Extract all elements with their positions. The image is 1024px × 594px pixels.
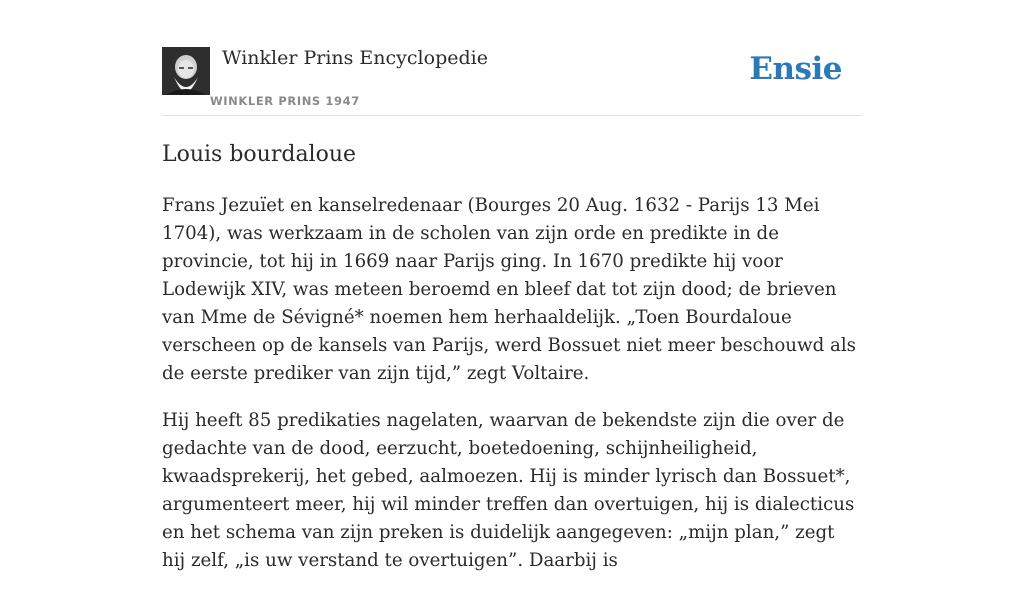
author-avatar[interactable] bbox=[162, 47, 210, 95]
portrait-icon bbox=[162, 47, 210, 95]
article-paragraph-2: Hij heeft 85 predikaties nagelaten, waarvan de bekendste zijn die over de gedachte van de dood, eerzucht, boetedoening, schijnheiligheid, kwaadsprekerij, het gebed, aalmoezen. Hij is minder lyrisch dan Bossuet*, argumenteert meer, hij wil minder treffen dan overtuigen, hij is dialecticus en het schema van zijn preken is duidelijk aangegeven: „mijn plan,” zegt hij zelf, „is uw verstand te overtuigen”. Daarbij is bbox=[162, 410, 855, 571]
article-body bbox=[162, 192, 862, 594]
article-title: Louis bourdaloue bbox=[162, 142, 357, 167]
content-container bbox=[162, 0, 862, 571]
site-title[interactable]: Winkler Prins Encyclopedie bbox=[222, 47, 488, 69]
source-subtitle: WINKLER PRINS 1947 bbox=[210, 94, 360, 108]
site-header bbox=[162, 0, 862, 116]
brand-logo-link[interactable]: Ensie bbox=[749, 51, 842, 87]
article-paragraph-1: Frans Jezuïet en kanselredenaar (Bourges 20 Aug. 1632 - Parijs 13 Mei 1704), was werkzaam in de scholen van zijn orde en predikte in de provincie, tot hij in 1669 naar Parijs ging. In 1670 predikte hij voor Lodewijk XIV, was meteen beroemd en bleef dat tot zijn dood; de brieven van Mme de Sévigné* noemen hem herhaaldelijk. „Toen Bourdaloue verscheen op de kansels van Parijs, werd Bossuet niet meer beschouwd als de eerste prediker van zijn tijd,” zegt Voltaire. bbox=[162, 195, 856, 384]
